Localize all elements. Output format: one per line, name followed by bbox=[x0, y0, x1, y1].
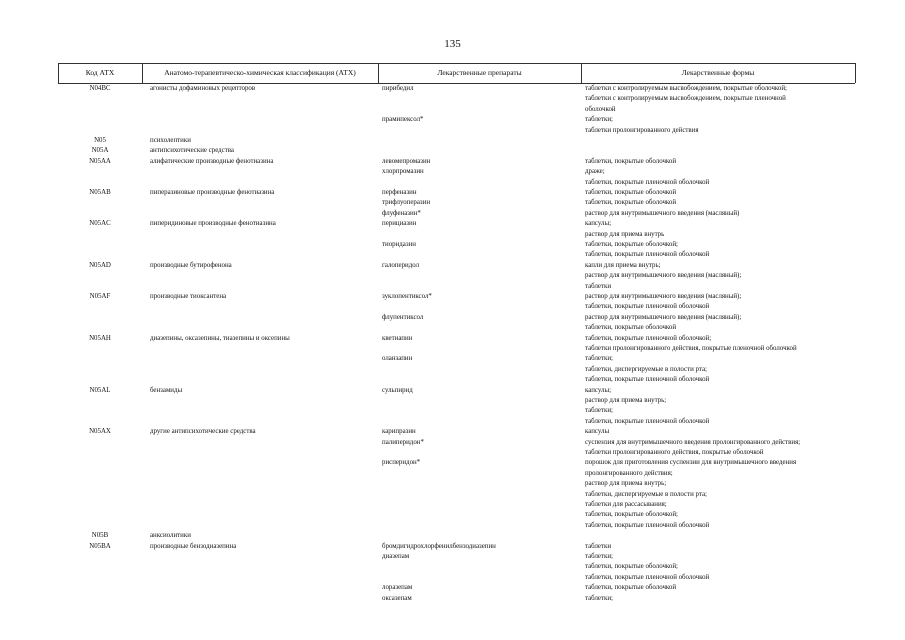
cell-drug: флуфеназин* bbox=[382, 209, 421, 217]
table-row bbox=[0, 354, 905, 364]
cell-drug: оланзапин bbox=[382, 355, 413, 363]
table-row bbox=[0, 209, 905, 219]
header-drugs: Лекарственные препараты bbox=[437, 68, 522, 77]
table-row bbox=[0, 438, 905, 448]
cell-form: раствор для внутримышечного введения (масляный); bbox=[585, 293, 742, 300]
header-classification: Анатомо-терапевтическо-химическая классификация (АТХ) bbox=[164, 68, 356, 77]
table-row bbox=[0, 219, 905, 229]
table-row bbox=[0, 115, 905, 125]
cell-form: пролонгированного действия; bbox=[585, 469, 673, 477]
table-row bbox=[0, 521, 905, 531]
cell-code: N05A bbox=[91, 147, 109, 155]
table-row bbox=[0, 479, 905, 489]
cell-classification: агонисты дофаминовых рецепторов bbox=[150, 85, 256, 92]
cell-form: таблетки; bbox=[585, 116, 613, 124]
table-row bbox=[0, 84, 905, 94]
table-row bbox=[0, 167, 905, 177]
table-row bbox=[0, 188, 905, 198]
cell-code: N05AC bbox=[89, 220, 111, 228]
cell-classification: анксиолитики bbox=[150, 532, 191, 540]
cell-form: таблетки, диспергируемые в полости рта; bbox=[585, 365, 707, 373]
table-row bbox=[0, 126, 905, 136]
cell-form: таблетки, покрытые пленочной оболочкой bbox=[585, 178, 710, 186]
cell-form: таблетки; bbox=[585, 355, 613, 363]
table-row bbox=[0, 198, 905, 208]
cell-drug: палиперидон* bbox=[382, 438, 424, 446]
cell-classification: психолептики bbox=[150, 137, 191, 144]
table-row bbox=[0, 302, 905, 312]
header-code: Код АТХ bbox=[85, 68, 115, 77]
cell-form: капсулы; bbox=[585, 220, 611, 228]
cell-classification: диазепины, оксазепины, тиазепины и оксепины bbox=[150, 334, 290, 342]
cell-drug: прамипексол* bbox=[382, 116, 424, 124]
table-row bbox=[0, 178, 905, 188]
cell-drug: сульпирид bbox=[382, 386, 413, 394]
cell-drug: лоразепам bbox=[382, 584, 413, 592]
cell-form: раствор для приема внутрь; bbox=[585, 397, 667, 404]
cell-drug: кветиапин bbox=[382, 334, 413, 342]
cell-code: N04BC bbox=[89, 85, 111, 92]
cell-form: таблетки; bbox=[585, 407, 613, 415]
cell-code: N05AH bbox=[89, 334, 111, 342]
cell-classification: производные тиоксантена bbox=[150, 293, 227, 300]
cell-form: таблетки пролонгированного действия bbox=[585, 126, 699, 134]
cell-drug: рисперидон* bbox=[382, 459, 421, 467]
cell-form: таблетки пролонгированного действия, покрытые пленочной оболочкой bbox=[585, 345, 797, 352]
table-row bbox=[0, 250, 905, 260]
cell-form: раствор для приема внутрь bbox=[585, 230, 665, 238]
cell-form: таблетки, покрытые оболочкой; bbox=[585, 511, 678, 519]
table-row bbox=[0, 271, 905, 281]
cell-drug: бромдигидрохлорфенилбензодиазепин bbox=[382, 542, 496, 550]
table-row bbox=[0, 500, 905, 510]
cell-classification: другие антипсихотические средства bbox=[150, 428, 256, 436]
table-row bbox=[0, 323, 905, 333]
cell-drug: галоперидол bbox=[382, 261, 420, 269]
cell-form: таблетки с контролируемым высвобождением, покрытые оболочкой; bbox=[585, 85, 787, 92]
cell-form: таблетки, покрытые пленочной оболочкой bbox=[585, 573, 710, 581]
cell-form: капсулы bbox=[585, 428, 610, 436]
cell-form: таблетки с контролируемым высвобождением, покрытые пленочной bbox=[585, 95, 786, 103]
cell-form: оболочкой bbox=[585, 105, 616, 113]
cell-classification: производные бутирофенона bbox=[150, 261, 232, 269]
table-row bbox=[0, 573, 905, 583]
cell-drug: перфеназин bbox=[382, 189, 417, 196]
cell-form: раствор для внутримышечного введения (масляный) bbox=[585, 209, 740, 217]
cell-code: N05B bbox=[91, 532, 109, 540]
cell-form: таблетки, диспергируемые в полости рта; bbox=[585, 490, 707, 498]
cell-form: таблетки, покрытые оболочкой bbox=[585, 324, 677, 332]
cell-drug: карипразин bbox=[382, 428, 416, 436]
table-row bbox=[0, 552, 905, 562]
table-row bbox=[0, 157, 905, 167]
table-row bbox=[0, 146, 905, 156]
table-row bbox=[0, 386, 905, 396]
cell-form: порошок для приготовления суспензии для внутримышечного введения bbox=[585, 459, 797, 467]
cell-drug: оксазепам bbox=[382, 594, 412, 602]
cell-code: N05AX bbox=[89, 428, 111, 436]
cell-code: N05BA bbox=[89, 542, 111, 550]
cell-form: суспензия для внутримышечного введения пролонгированного действия; bbox=[585, 438, 801, 446]
cell-drug: трифлуоперазин bbox=[382, 199, 431, 207]
cell-form: раствор для внутримышечного введения (масляный); bbox=[585, 272, 742, 280]
cell-code: N05 bbox=[94, 137, 106, 144]
cell-form: драже; bbox=[585, 168, 605, 176]
cell-code: N05AD bbox=[89, 261, 111, 269]
table-row bbox=[0, 375, 905, 385]
table-row bbox=[0, 365, 905, 375]
cell-classification: бензамиды bbox=[150, 386, 183, 394]
cell-form: таблетки; bbox=[585, 594, 613, 602]
table-row bbox=[0, 458, 905, 468]
cell-classification: пиперазиновые производные фенотиазина bbox=[150, 189, 275, 196]
cell-drug: диазепам bbox=[382, 553, 410, 560]
cell-drug: флупентиксол bbox=[382, 313, 424, 321]
header-forms: Лекарственные формы bbox=[681, 68, 755, 77]
table-row bbox=[0, 313, 905, 323]
cell-form: таблетки, покрытые пленочной оболочкой bbox=[585, 521, 710, 529]
table-row bbox=[0, 583, 905, 593]
cell-form: таблетки, покрытые пленочной оболочкой bbox=[585, 376, 710, 384]
table-row bbox=[0, 230, 905, 240]
cell-form: таблетки, покрытые оболочкой bbox=[585, 189, 677, 196]
cell-classification: алифатические производные фенотиазина bbox=[150, 157, 274, 165]
cell-drug: хлорпромазин bbox=[382, 168, 424, 176]
table-row bbox=[0, 562, 905, 572]
cell-form: таблетки, покрытые пленочной оболочкой; bbox=[585, 334, 712, 342]
table-row bbox=[0, 406, 905, 416]
table-row bbox=[0, 292, 905, 302]
table-row bbox=[0, 427, 905, 437]
table-row bbox=[0, 344, 905, 354]
table-row bbox=[0, 594, 905, 604]
cell-form: таблетки bbox=[585, 542, 612, 550]
cell-form: раствор для внутримышечного введения (масляный); bbox=[585, 313, 742, 321]
table-row bbox=[0, 334, 905, 344]
cell-form: таблетки bbox=[585, 282, 612, 290]
cell-drug: пирибедил bbox=[382, 85, 414, 92]
table-row bbox=[0, 490, 905, 500]
cell-form: таблетки, покрытые оболочкой bbox=[585, 584, 677, 592]
cell-drug: тиоридазин bbox=[382, 241, 416, 248]
table-row bbox=[0, 261, 905, 271]
table-row bbox=[0, 448, 905, 458]
cell-code: N05AF bbox=[89, 293, 111, 300]
cell-drug: перициазин bbox=[382, 220, 417, 228]
cell-form: таблетки, покрытые пленочной оболочкой bbox=[585, 303, 710, 311]
cell-form: капсулы; bbox=[585, 386, 611, 394]
table-row bbox=[0, 510, 905, 520]
table-row bbox=[0, 531, 905, 541]
table-row bbox=[0, 396, 905, 406]
cell-form: таблетки для рассасывания; bbox=[585, 501, 667, 508]
table-row bbox=[0, 105, 905, 115]
cell-form: таблетки, покрытые оболочкой; bbox=[585, 241, 678, 248]
cell-form: капли для приема внутрь; bbox=[585, 261, 661, 269]
cell-classification: производные бензодиазепина bbox=[150, 542, 237, 550]
cell-code: N05AB bbox=[89, 189, 111, 196]
cell-form: таблетки, покрытые оболочкой bbox=[585, 157, 677, 165]
table-row bbox=[0, 417, 905, 427]
cell-form: таблетки, покрытые оболочкой; bbox=[585, 563, 678, 571]
table-row bbox=[0, 94, 905, 104]
cell-code: N05AL bbox=[89, 386, 111, 394]
cell-drug: левомепромазин bbox=[382, 157, 431, 165]
page-number: 135 bbox=[444, 38, 461, 50]
table-row bbox=[0, 542, 905, 552]
cell-form: таблетки, покрытые пленочной оболочкой bbox=[585, 417, 710, 425]
table-row bbox=[0, 469, 905, 479]
cell-form: таблетки, покрытые пленочной оболочкой bbox=[585, 251, 710, 259]
cell-classification: пиперидиновые производные фенотиазина bbox=[150, 220, 276, 228]
cell-drug: зуклопентиксол* bbox=[382, 293, 432, 300]
table-row bbox=[0, 240, 905, 250]
cell-form: таблетки; bbox=[585, 553, 613, 560]
col-divider bbox=[855, 63, 856, 83]
cell-code: N05AA bbox=[89, 157, 111, 165]
cell-form: раствор для приема внутрь; bbox=[585, 480, 667, 488]
cell-form: таблетки пролонгированного действия, покрытые оболочкой bbox=[585, 449, 764, 456]
table-row bbox=[0, 136, 905, 146]
cell-form: таблетки, покрытые оболочкой bbox=[585, 199, 677, 207]
table-row bbox=[0, 282, 905, 292]
cell-classification: антипсихотические средства bbox=[150, 147, 234, 155]
